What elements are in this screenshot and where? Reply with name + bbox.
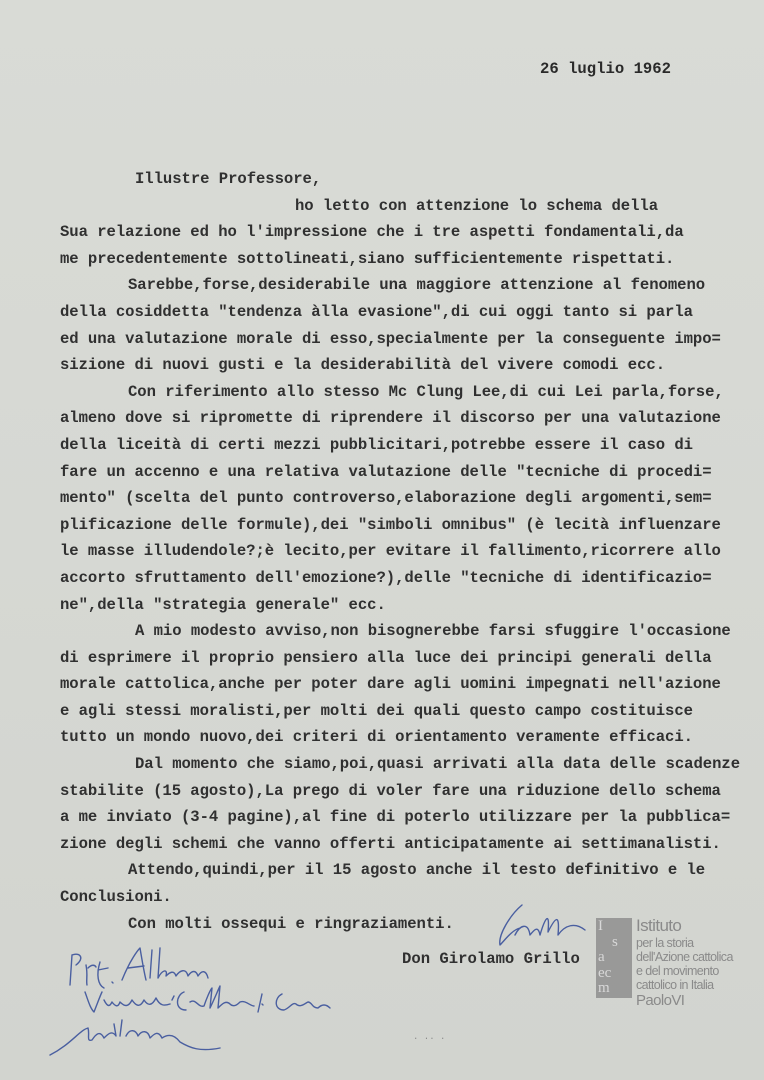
text-line: morale cattolica,anche per poter dare agli uomini impegnati nell'azione: [60, 675, 721, 694]
handwritten-signature: [500, 905, 585, 945]
text-line: accorto sfruttamento dell'emozione?),delle "tecniche di identificazio=: [60, 568, 712, 587]
signature-name: Don Girolamo Grillo: [402, 950, 580, 968]
handwritten-university: [85, 986, 330, 1012]
institute-watermark-logo: [596, 918, 756, 1010]
text-line: Attendo,quindi,per il 15 agosto anche il testo definitivo e le: [128, 861, 706, 880]
text-line: stabilite (15 agosto),La prego di voler fare una riduzione dello schema: [60, 781, 721, 800]
logo-letters: [598, 919, 632, 997]
text-line: a me inviato (3-4 pagine),al fine di poterlo utilizzare per la pubblica=: [60, 808, 731, 827]
paper-mark: · ·· ·: [413, 1034, 446, 1044]
logo-line: cattolico in Italia: [636, 978, 714, 992]
text-line: e agli stessi moralisti,per molti dei quali questo campo costituisce: [60, 701, 693, 720]
logo-letter: a: [598, 949, 605, 965]
text-line: Sua relazione ed ho l'impressione che i tre aspetti fondamentali,da: [60, 223, 684, 242]
text-line: ne",della "strategia generale" ecc.: [60, 595, 386, 614]
logo-letter: m: [598, 980, 610, 996]
logo-text: [636, 916, 733, 1010]
handwritten-prof: [70, 954, 113, 988]
closing: Con molti ossequi e ringraziamenti.: [128, 914, 454, 933]
logo-line: PaoloVI: [636, 992, 685, 1009]
text-line: mento" (scelta del punto controverso,elaborazione degli argomenti,sem=: [60, 489, 712, 508]
text-line: Dal momento che siamo,poi,quasi arrivati alla data delle scadenze: [135, 755, 741, 774]
text-line: A mio modesto avviso,non bisognerebbe farsi sfuggire l'occasione: [135, 622, 731, 641]
logo-letter-pair: [598, 966, 632, 982]
logo-line: per la storia: [636, 936, 694, 950]
logo-line: Istituto: [636, 916, 682, 935]
logo-letter: e: [598, 964, 605, 981]
text-line: ho letto con attenzione lo schema della: [295, 196, 659, 215]
logo-letter: I: [598, 918, 603, 934]
text-line: me precedentemente sottolineati,siano sufficientemente rispettati.: [60, 249, 675, 268]
text-line: zione degli schemi che vanno offerti anticipatamente ai settimanalisti.: [60, 834, 721, 853]
logo-letter: c: [604, 964, 612, 981]
text-line: fare un accenno e una relativa valutazione delle "tecniche di procedi=: [60, 462, 712, 481]
text-line: Conclusioni.: [60, 888, 172, 907]
text-line: sizione di nuovi gusti e la desiderabilità del vivere comodi ecc.: [60, 356, 666, 375]
handwritten-milano: [50, 1020, 220, 1055]
text-line: della liceità di certi mezzi pubblicitari,potrebbe essere il caso di: [60, 435, 693, 454]
text-line: tutto un mondo nuovo,dei criteri di orientamento veramente efficaci.: [60, 728, 693, 747]
logo-letter: s: [612, 933, 618, 950]
logo-line: e del movimento: [636, 964, 719, 978]
text-line: della cosiddetta "tendenza àlla evasione",di cui oggi tanto si parla: [60, 302, 693, 321]
text-line: le masse illudendole?;è lecito,per evitare il fallimento,ricorrere allo: [60, 542, 721, 561]
text-line: ed una valutazione morale di esso,specialmente per la conseguente impo=: [60, 329, 721, 348]
logo-line: dell'Azione cattolica: [636, 950, 733, 964]
text-line: Con riferimento allo stesso Mc Clung Lee,di cui Lei parla,forse,: [128, 382, 724, 401]
text-line: almeno dove si ripromette di riprendere il discorso per una valutazione: [60, 409, 721, 428]
salutation: Illustre Professore,: [135, 170, 322, 188]
text-line: Sarebbe,forse,desiderabile una maggiore attenzione al fenomeno: [128, 276, 706, 295]
letter-date: 26 luglio 1962: [540, 60, 672, 78]
text-line: plificazione delle formule),dei "simboli omnibus" (è lecità influenzare: [60, 515, 721, 534]
text-line: di esprimere il proprio pensiero alla luce dei principi generali della: [60, 648, 712, 667]
handwritten-alberoni: [122, 948, 208, 980]
